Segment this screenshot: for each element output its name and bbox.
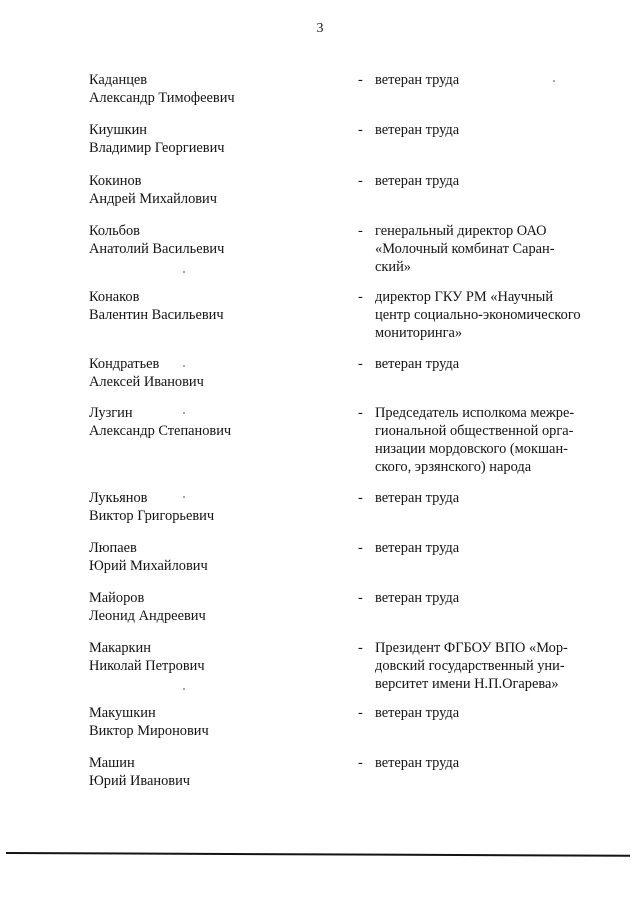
- person-role: [375, 404, 592, 476]
- person-surname: Киушкин: [89, 122, 147, 138]
- dash-separator: -: [358, 705, 363, 721]
- role-line: ветеран труда: [375, 173, 460, 189]
- person-given-names: Юрий Иванович: [89, 773, 191, 789]
- scan-speck: [183, 271, 185, 273]
- person-role: [375, 754, 592, 772]
- dash-separator: -: [358, 540, 363, 556]
- person-name: [89, 489, 329, 525]
- role-line: низации мордовского (мокшан-: [375, 441, 568, 457]
- scan-speck: [183, 365, 185, 367]
- person-given-names: Анатолий Васильевич: [89, 241, 225, 257]
- person-name: [89, 288, 329, 324]
- dash-separator: -: [358, 640, 363, 656]
- person-role: [375, 704, 592, 722]
- person-role: [375, 71, 592, 89]
- bottom-rule: [6, 852, 630, 857]
- role-line: ветеран труда: [375, 490, 460, 506]
- page-number: 3: [316, 21, 324, 36]
- person-role: [375, 489, 592, 507]
- person-surname: Лузгин: [89, 405, 133, 421]
- role-line: «Молочный комбинат Саран-: [375, 241, 555, 257]
- dash-separator: -: [358, 173, 363, 189]
- person-given-names: Юрий Михайлович: [89, 558, 208, 574]
- person-name: [89, 121, 329, 157]
- person-given-names: Валентин Васильевич: [89, 307, 224, 323]
- person-given-names: Александр Степанович: [89, 423, 232, 439]
- person-surname: Конаков: [89, 289, 140, 305]
- person-role: [375, 539, 592, 557]
- person-name: [89, 222, 329, 258]
- person-name: [89, 172, 329, 208]
- dash-separator: -: [358, 122, 363, 138]
- role-line: ветеран труда: [375, 590, 460, 606]
- person-role: [375, 121, 592, 139]
- person-given-names: Леонид Андреевич: [89, 608, 206, 624]
- dash-separator: -: [358, 755, 363, 771]
- person-surname: Кольбов: [89, 223, 140, 239]
- person-surname: Машин: [89, 755, 135, 771]
- person-surname: Лукьянов: [89, 490, 148, 506]
- scan-speck: [183, 496, 185, 498]
- role-line: директор ГКУ РМ «Научный: [375, 289, 554, 305]
- person-given-names: Александр Тимофеевич: [89, 90, 235, 106]
- person-given-names: Виктор Миронович: [89, 723, 209, 739]
- dash-separator: -: [358, 590, 363, 606]
- role-line: ветеран труда: [375, 755, 460, 771]
- person-name: [89, 704, 329, 740]
- scan-speck: [553, 80, 555, 82]
- role-line: верситет имени Н.П.Огарева»: [375, 676, 559, 692]
- person-given-names: Алексей Иванович: [89, 374, 204, 390]
- person-name: [89, 539, 329, 575]
- dash-separator: -: [358, 356, 363, 372]
- role-line: ского, эрзянского) народа: [375, 459, 532, 475]
- role-line: ветеран труда: [375, 540, 460, 556]
- person-given-names: Андрей Михайлович: [89, 191, 217, 207]
- role-line: генеральный директор ОАО: [375, 223, 547, 239]
- role-line: довский государственный уни-: [375, 658, 565, 674]
- person-role: [375, 639, 592, 693]
- person-role: [375, 172, 592, 190]
- scan-speck: [183, 412, 185, 414]
- person-name: [89, 639, 329, 675]
- person-given-names: Виктор Григорьевич: [89, 508, 215, 524]
- role-line: центр социально-экономического: [375, 307, 581, 323]
- dash-separator: -: [358, 405, 363, 421]
- person-surname: Кондратьев: [89, 356, 160, 372]
- role-line: ветеран труда: [375, 122, 460, 138]
- role-line: ский»: [375, 259, 411, 275]
- person-role: [375, 355, 592, 373]
- person-surname: Макаркин: [89, 640, 151, 656]
- scan-speck: [183, 688, 185, 690]
- person-surname: Каданцев: [89, 72, 148, 88]
- role-line: Президент ФГБОУ ВПО «Мор-: [375, 640, 568, 656]
- person-role: [375, 288, 592, 342]
- person-surname: Макушкин: [89, 705, 156, 721]
- role-line: ветеран труда: [375, 356, 460, 372]
- person-given-names: Владимир Георгиевич: [89, 140, 225, 156]
- role-line: мониторинга»: [375, 325, 463, 341]
- person-role: [375, 589, 592, 607]
- person-role: [375, 222, 592, 276]
- role-line: ветеран труда: [375, 705, 460, 721]
- person-surname: Люпаев: [89, 540, 137, 556]
- role-line: ветеран труда: [375, 72, 460, 88]
- dash-separator: -: [358, 490, 363, 506]
- role-line: гиональной общественной орга-: [375, 423, 574, 439]
- person-name: [89, 754, 329, 790]
- role-line: Председатель исполкома межре-: [375, 405, 575, 421]
- dash-separator: -: [358, 223, 363, 239]
- dash-separator: -: [358, 72, 363, 88]
- scan-artifact: [560, 4, 630, 6]
- person-name: [89, 404, 329, 440]
- person-name: [89, 355, 329, 391]
- person-name: [89, 589, 329, 625]
- person-surname: Майоров: [89, 590, 145, 606]
- person-name: [89, 71, 329, 107]
- person-surname: Кокинов: [89, 173, 142, 189]
- person-given-names: Николай Петрович: [89, 658, 205, 674]
- dash-separator: -: [358, 289, 363, 305]
